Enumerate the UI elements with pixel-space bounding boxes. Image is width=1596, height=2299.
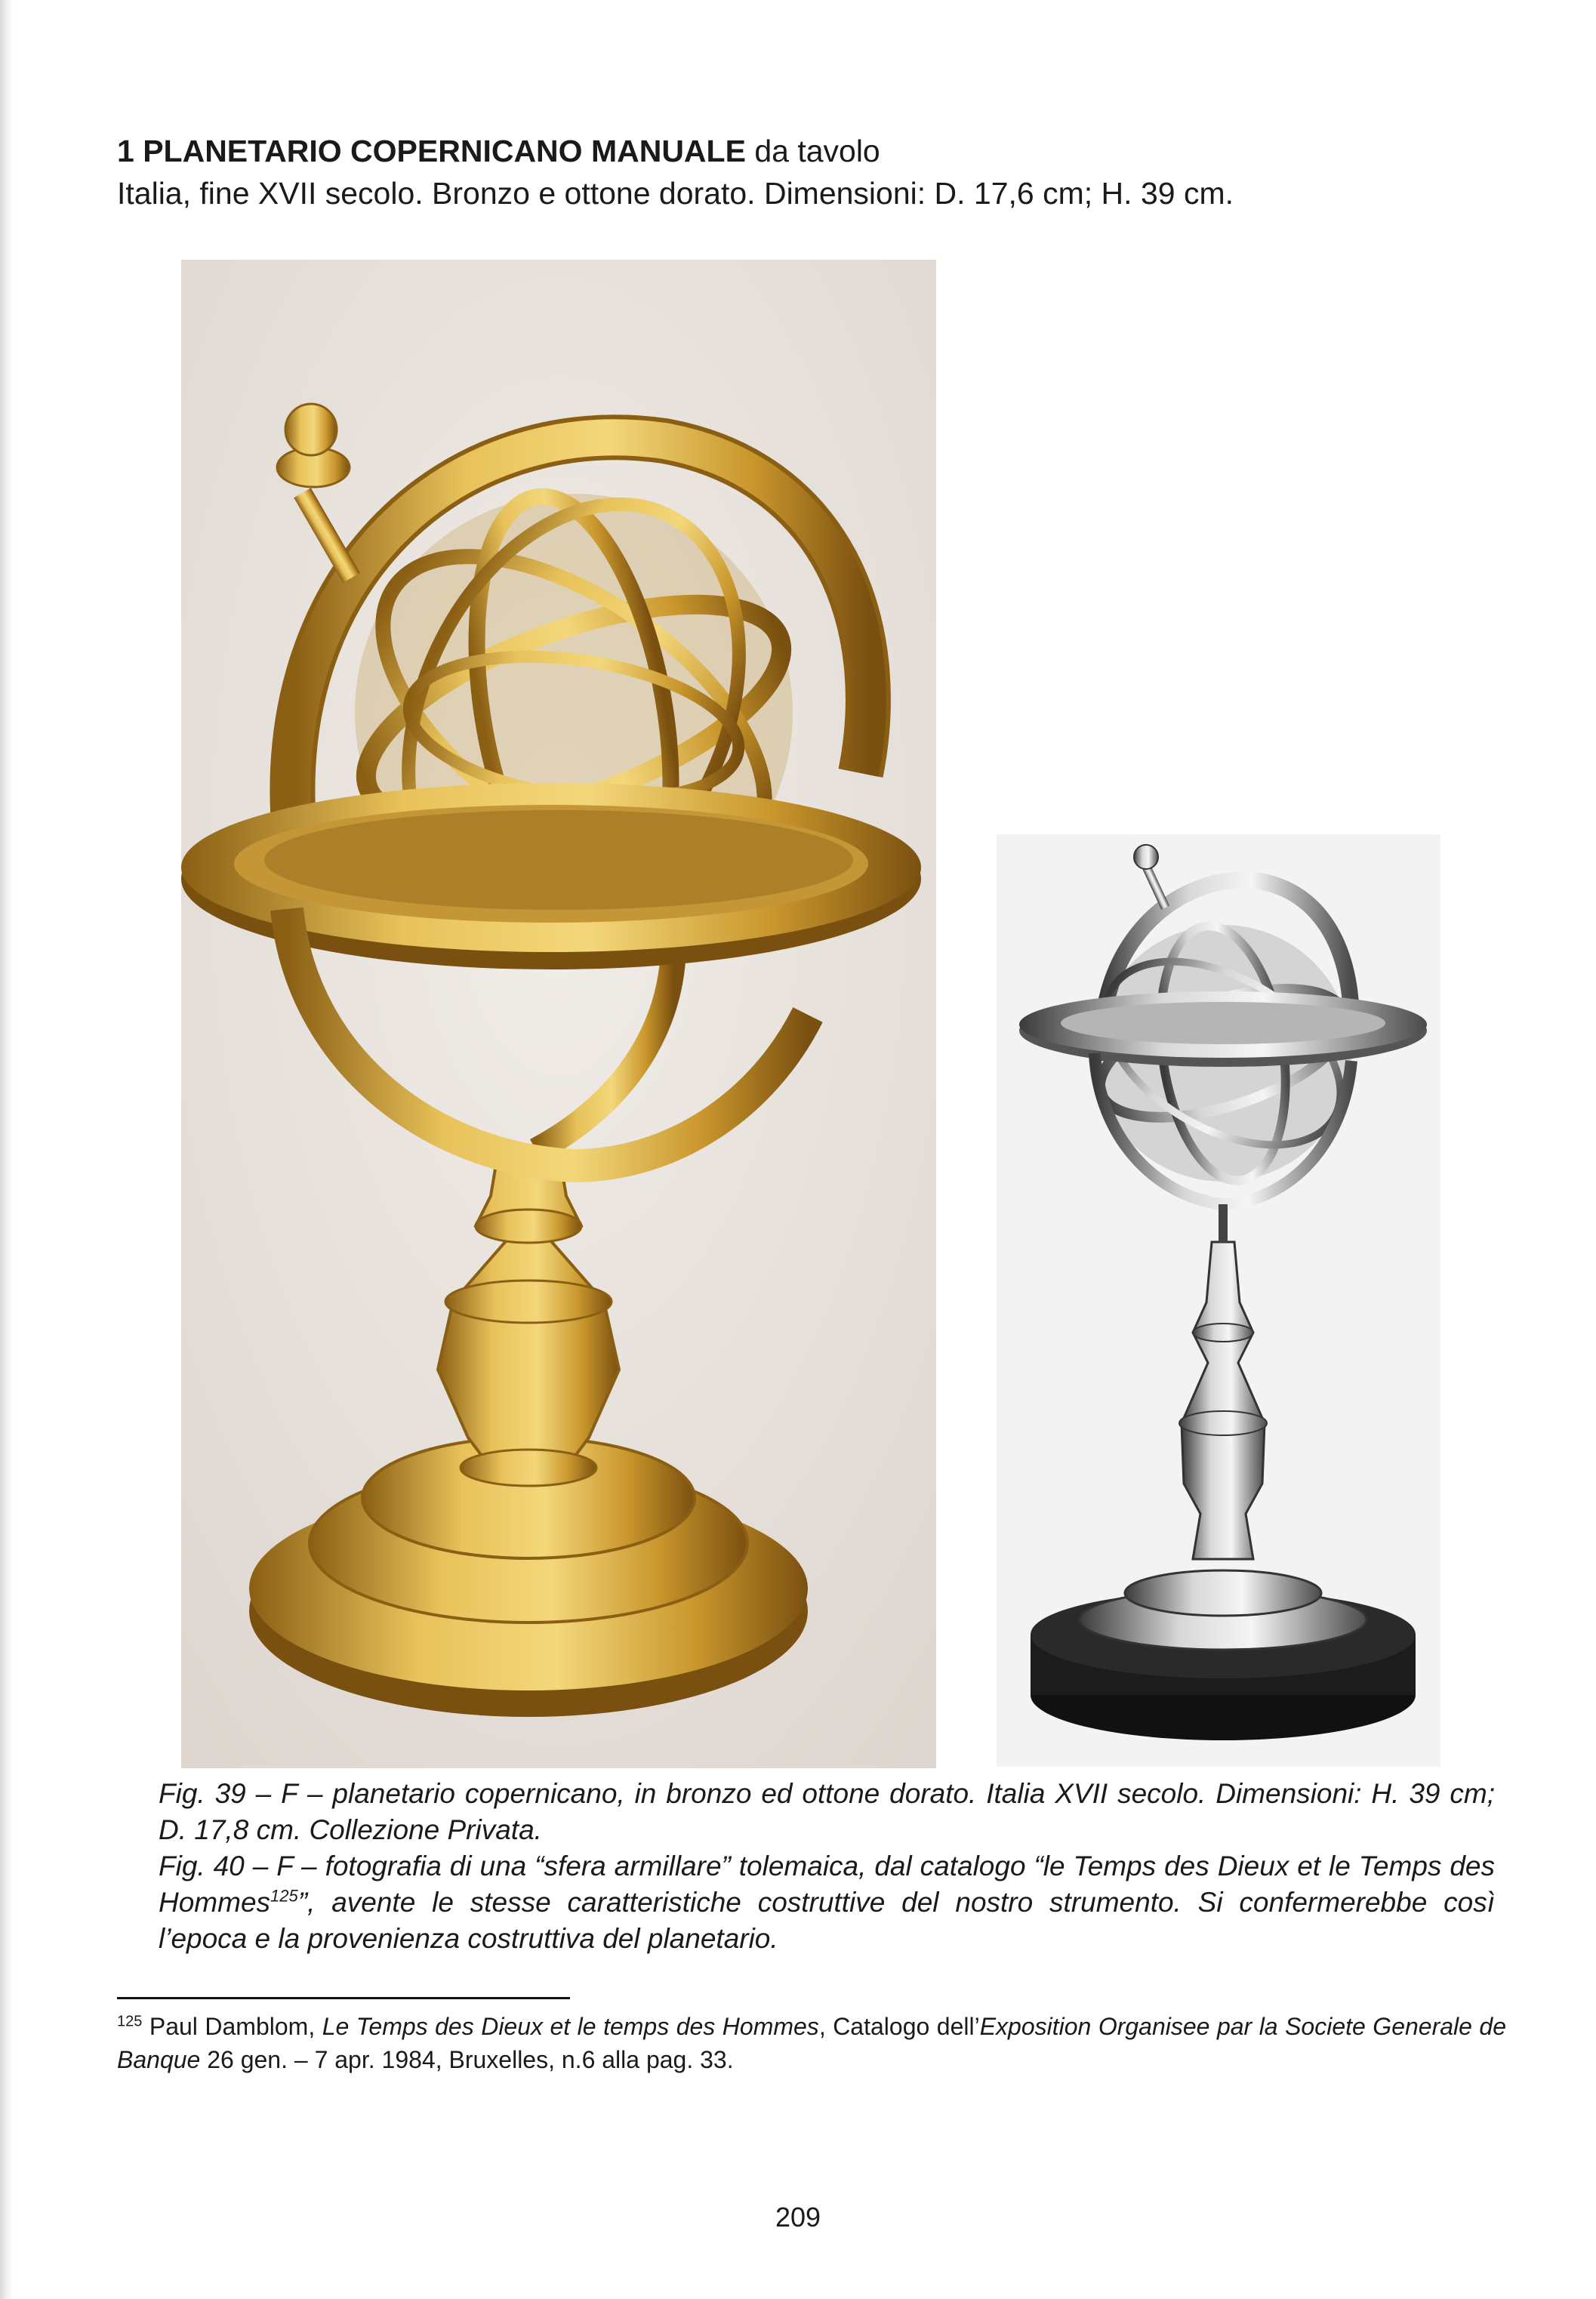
footnote-reference: 125: [270, 1886, 298, 1906]
figure-39-photo: [181, 260, 936, 1768]
footnote-exhibition: Exposition Organisee par la Societe Generale de Banque: [117, 2013, 1507, 2073]
caption-fig-40: [159, 1848, 1495, 1957]
footnote-mid: , Catalogo dell’: [818, 2013, 980, 2040]
heading-title-line: [117, 130, 1476, 172]
figure-40-illustration: [997, 834, 1440, 1767]
heading-subtitle: Italia, fine XVII secolo. Bronzo e ottone dorato. Dimensioni: D. 17,6 cm; H. 39 cm.: [117, 176, 1234, 211]
figure-39-illustration: [181, 260, 936, 1768]
footnote-rest: 26 gen. – 7 apr. 1984, Bruxelles, n.6 alla pag. 33.: [200, 2046, 734, 2073]
figure-caption: [159, 1776, 1495, 1957]
page-number: 209: [775, 2202, 821, 2233]
caption-fig-40-text-start: Fig. 40 – F – fotografia di una “sfera armillare” tolemaica, dal catalogo “le Temps des Dieux et le Temps des Hommes: [159, 1851, 1495, 1918]
caption-fig-40-text-end: ”, avente le stesse caratteristiche costruttive del nostro strumento. Si confermerebbe così l’epoca e la provenienza costruttiva del planetario.: [159, 1887, 1495, 1954]
heading-title-bold: 1 PLANETARIO COPERNICANO MANUALE: [117, 134, 746, 168]
footnote-divider: [117, 1997, 570, 1999]
figure-40-photo: [997, 834, 1440, 1767]
page-edge-shadow: [0, 0, 14, 2299]
footnote-125: [117, 2010, 1506, 2076]
footnote-book-title: Le Temps des Dieux et le temps des Hommes: [322, 2013, 819, 2040]
heading-title-rest: da tavolo: [745, 134, 880, 168]
caption-fig-39: Fig. 39 – F – planetario copernicano, in bronzo ed ottone dorato. Italia XVII secolo. Dimensioni: H. 39 cm; D. 17,8 cm. Collezione Privata.: [159, 1778, 1495, 1845]
section-heading: [117, 130, 1476, 214]
footnote-number: 125: [117, 2013, 143, 2030]
footnote-author: Paul Damblom,: [142, 2013, 322, 2040]
